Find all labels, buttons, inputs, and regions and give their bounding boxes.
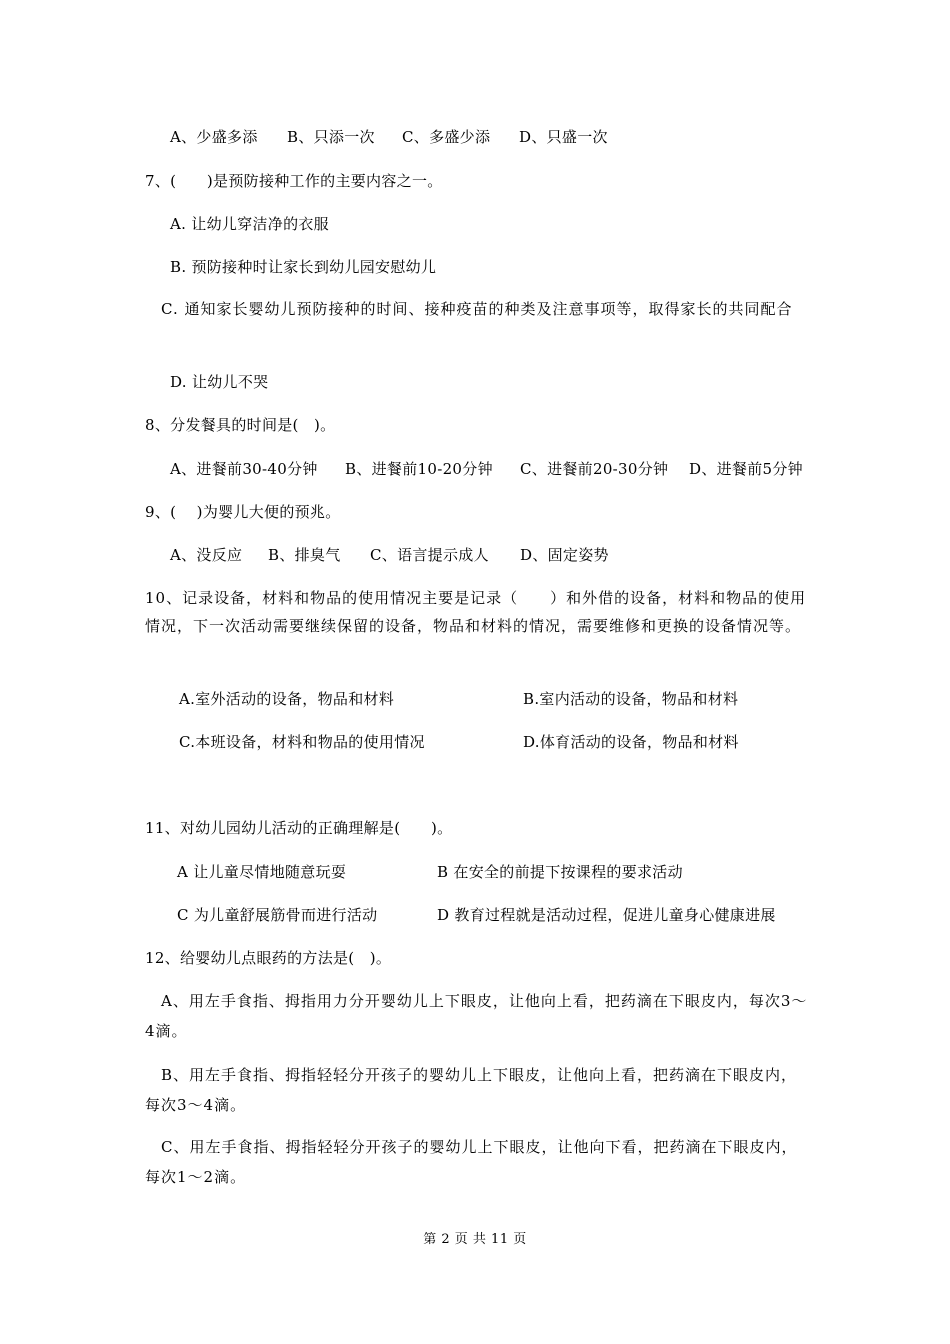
q11-option-c: C 为儿童舒展筋骨而进行活动 <box>177 906 378 924</box>
q6-option-d: D、只盛一次 <box>519 128 608 146</box>
q6-option-b: B、只添一次 <box>287 128 375 146</box>
q8-option-d: D、进餐前5分钟 <box>689 460 803 478</box>
q10-option-b: B.室内活动的设备，物品和材料 <box>523 690 739 708</box>
q8-option-b: B、进餐前10-20分钟 <box>345 460 493 478</box>
q10-stem: 10、记录设备，材料和物品的使用情况主要是记录（ ）和外借的设备，材料和物品的使用情况，下一次活动需要继续保留的设备，物品和材料的情况，需要维修和更换的设备情况等。 <box>145 589 807 635</box>
q10-option-c: C.本班设备，材料和物品的使用情况 <box>179 733 425 751</box>
q8-option-a: A、进餐前30-40分钟 <box>170 460 318 478</box>
q11-option-b: B 在安全的前提下按课程的要求活动 <box>437 863 683 881</box>
q7-option-c: C. 通知家长婴幼儿预防接种的时间、接种疫苗的种类及注意事项等，取得家长的共同配合 <box>145 300 793 318</box>
q7-option-a: A. 让幼儿穿洁净的衣服 <box>170 215 329 233</box>
q8-option-c: C、进餐前20-30分钟 <box>520 460 669 478</box>
q6-option-c: C、多盛少添 <box>402 128 491 146</box>
q12-option-a: A、用左手食指、拇指用力分开婴幼儿上下眼皮，让他向上看，把药滴在下眼皮内，每次3～4滴。 <box>145 992 808 1040</box>
q12-stem: 12、给婴幼儿点眼药的方法是( )。 <box>145 949 392 967</box>
q11-option-a: A 让儿童尽情地随意玩耍 <box>177 863 347 881</box>
q9-stem: 9、( )为婴儿大便的预兆。 <box>145 503 341 521</box>
q9-option-c: C、语言提示成人 <box>370 546 489 564</box>
q9-option-b: B、排臭气 <box>268 546 341 564</box>
q7-option-b: B. 预防接种时让家长到幼儿园安慰幼儿 <box>170 258 437 276</box>
q11-option-d: D 教育过程就是活动过程，促进儿童身心健康进展 <box>437 906 776 924</box>
q7-option-d: D. 让幼儿不哭 <box>170 373 269 391</box>
q10-option-a: A.室外活动的设备，物品和材料 <box>179 690 395 708</box>
q9-option-d: D、固定姿势 <box>520 546 609 564</box>
q11-stem: 11、对幼儿园幼儿活动的正确理解是( )。 <box>145 819 453 837</box>
q12-option-c: C、用左手食指、拇指轻轻分开孩子的婴幼儿上下眼皮，让他向下看，把药滴在下眼皮内，每次1～2滴。 <box>145 1138 798 1186</box>
q7-stem: 7、( )是预防接种工作的主要内容之一。 <box>145 172 443 190</box>
q12-option-b: B、用左手食指、拇指轻轻分开孩子的婴幼儿上下眼皮，让他向上看，把药滴在下眼皮内，每次3～4滴。 <box>145 1066 798 1114</box>
q10-option-d: D.体育活动的设备，物品和材料 <box>523 733 739 751</box>
page-number-footer: 第 2 页 共 11 页 <box>423 1232 527 1247</box>
q8-stem: 8、分发餐具的时间是( )。 <box>145 416 336 434</box>
q6-option-a: A、少盛多添 <box>170 128 258 146</box>
q9-option-a: A、没反应 <box>170 546 243 564</box>
